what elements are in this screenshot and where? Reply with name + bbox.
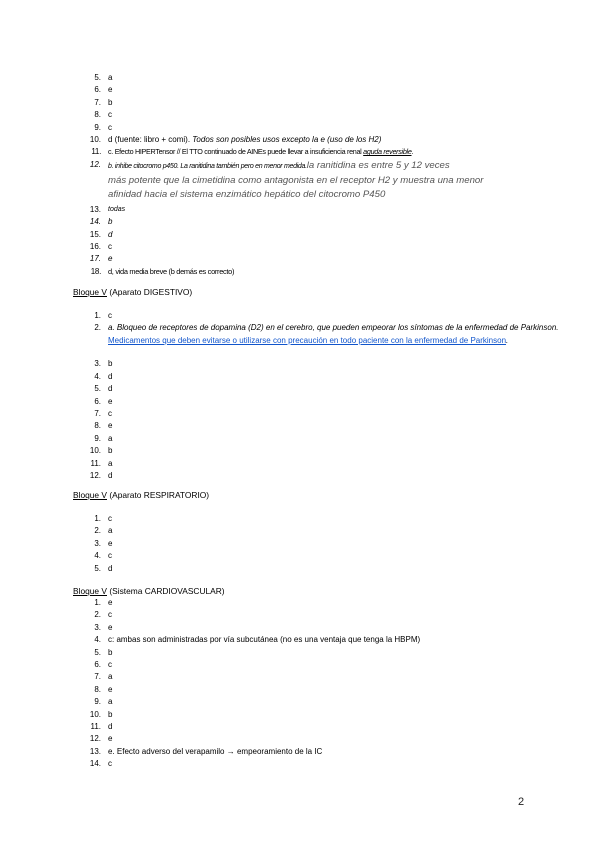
answer-list-previous-block <box>0 72 600 278</box>
list-item: 11. a <box>90 458 113 468</box>
list-item: 13. e. Efecto adverso del verapamilo → empeoramiento de la IC <box>89 746 323 756</box>
list-item: 5. b <box>94 647 113 657</box>
list-item: 8. c <box>94 110 112 120</box>
page-number: 2 <box>518 796 525 808</box>
list-item: 4. c <box>94 551 112 561</box>
list-item: 8. e <box>94 684 113 694</box>
list-item: 18. d, vida media breve (b demás es correcto) <box>90 266 235 276</box>
list-item: 9. a <box>94 697 113 707</box>
list-item: 2. a <box>94 526 113 536</box>
list-item: 4. c: ambas son administradas por vía subcutánea (no es una ventaja que tenga la HBPM) <box>94 635 421 645</box>
list-item: 9. a <box>94 433 113 443</box>
section-heading-cardiovascular: Bloque V (Sistema CARDIOVASCULAR) <box>73 586 225 596</box>
parkinson-medication-link[interactable]: Medicamentos que deben evitarse o utilizarse con precaución en todo paciente con la enfermedad de Parkinson <box>108 335 507 345</box>
list-item: 14. b <box>89 217 113 227</box>
list-item: 3. e <box>94 538 113 548</box>
list-item: 2. a. Bloqueo de receptores de dopamina (D2) en el cerebro, que pueden empeorar los síntomas de la enfermedad de Parkinson. Medicamentos que deben evitarse o utilizarse con precaución en todo paciente con la enfermedad de Parkinson. <box>94 323 559 345</box>
list-item: 1. c <box>94 311 112 320</box>
list-item: 7. c <box>94 408 112 418</box>
section-heading-digestivo: Bloque V (Aparato DIGESTIVO) <box>73 287 193 297</box>
list-item: 6. e <box>94 396 113 406</box>
list-item: 2. c <box>94 610 112 620</box>
list-item: 4. d <box>94 371 113 381</box>
list-item: 16. c <box>89 241 112 251</box>
list-item: 5. d <box>94 384 113 394</box>
list-item: 1. e <box>94 598 113 607</box>
list-item: 15. d <box>89 229 113 239</box>
list-item: 11. d <box>90 721 113 731</box>
list-item: 7. a <box>94 672 113 682</box>
list-item: 17. e <box>89 254 113 264</box>
list-item: 12. d <box>89 470 113 480</box>
list-item: 14. c <box>89 759 112 769</box>
list-item: 5. a <box>94 73 113 82</box>
list-item: 5. d <box>94 563 113 573</box>
list-item: 3. e <box>94 622 113 632</box>
list-item: 13. todas <box>89 204 126 214</box>
list-item: 6. e <box>94 85 113 95</box>
answer-list-digestivo <box>0 310 600 482</box>
list-item: 10. b <box>89 709 113 719</box>
list-item: 10. d (fuente: libro + comi). Todos son posibles usos excepto la e (uso de los H2) <box>89 134 382 144</box>
list-item: 8. e <box>94 421 113 431</box>
list-item: 6. c <box>94 659 112 669</box>
answer-list-respiratorio <box>0 513 600 575</box>
list-item: 9. c <box>94 122 112 132</box>
list-item: 12. e <box>89 734 113 744</box>
section-heading-respiratorio: Bloque V (Aparato RESPIRATORIO) <box>73 490 210 500</box>
list-item: 11. c. Efecto HIPERTensor // El TTO continuado de AINEs puede llevar a insuficiencia renal aguda reversible. <box>91 147 414 157</box>
list-item: 7. b <box>94 97 113 107</box>
list-item: 3. b <box>94 359 113 369</box>
list-item: 1. c <box>94 514 112 523</box>
answer-list-cardiovascular <box>0 597 600 770</box>
list-item: 12. b. inhibe citocromo p450. La ranitidina también pero en menor medida.la ranitidina es entre 5 y 12 veces más potente que la cimetidina como antagonista en el receptor H2 y muestra una menor afinidad hacia el sistema enzimático hepático del citocromo P450 <box>89 159 484 201</box>
list-item: 10. b <box>89 446 113 456</box>
